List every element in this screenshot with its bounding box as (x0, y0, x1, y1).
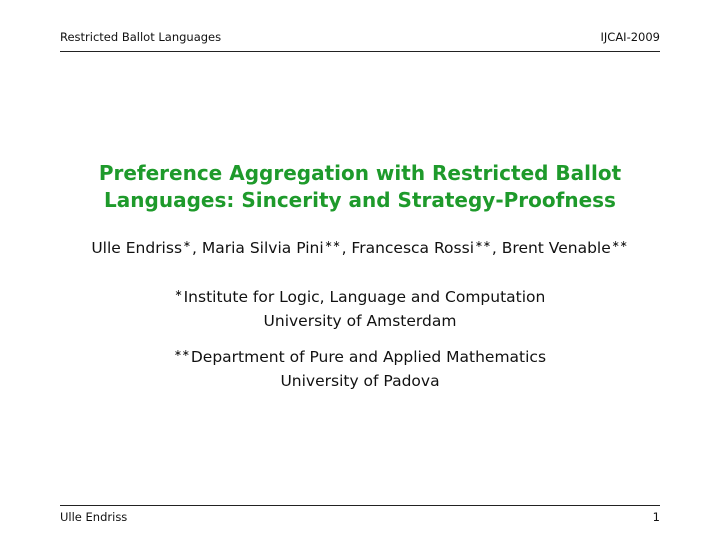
author-affiliation-mark: ∗ (183, 239, 191, 250)
paper-title (60, 160, 660, 214)
footer-author: Ulle Endriss (60, 510, 128, 524)
affiliation-university: University of Padova (280, 372, 440, 390)
affiliation-mark: ∗ (174, 288, 183, 299)
author-name: Maria Silvia Pini (201, 239, 324, 257)
slide-header (60, 30, 660, 44)
author-affiliation-mark: ∗∗ (475, 239, 491, 250)
author-separator: , (192, 239, 202, 257)
affiliation-mark: ∗∗ (173, 348, 190, 359)
slide-footer (60, 510, 660, 524)
header-right-venue: IJCAI-2009 (600, 30, 660, 44)
title-line-1: Preference Aggregation with Restricted Ballot (98, 161, 622, 185)
author-name: Francesca Rossi (351, 239, 474, 257)
author-separator: , (341, 239, 352, 257)
affiliation-padova (60, 342, 660, 393)
author-name: Ulle Endriss (91, 239, 183, 257)
author-list (60, 239, 660, 257)
affiliation-institute (60, 282, 660, 309)
affiliation-institute-name: Institute for Logic, Language and Computation (183, 288, 546, 306)
author-separator: , (491, 239, 502, 257)
footer-rule (60, 505, 660, 506)
page-number: 1 (652, 510, 660, 524)
author-affiliation-mark: ∗∗ (611, 239, 628, 250)
affiliation-institute (60, 342, 660, 369)
affiliation-university: University of Amsterdam (263, 312, 457, 330)
author-name: Brent Venable (501, 239, 611, 257)
title-line-2: Languages: Sincerity and Strategy-Proofness (104, 188, 616, 212)
header-rule (60, 51, 660, 52)
author-affiliation-mark: ∗∗ (324, 239, 341, 250)
affiliation-institute-name: Department of Pure and Applied Mathematics (190, 348, 547, 366)
affiliation-amsterdam (60, 282, 660, 333)
header-left-title: Restricted Ballot Languages (60, 30, 222, 44)
